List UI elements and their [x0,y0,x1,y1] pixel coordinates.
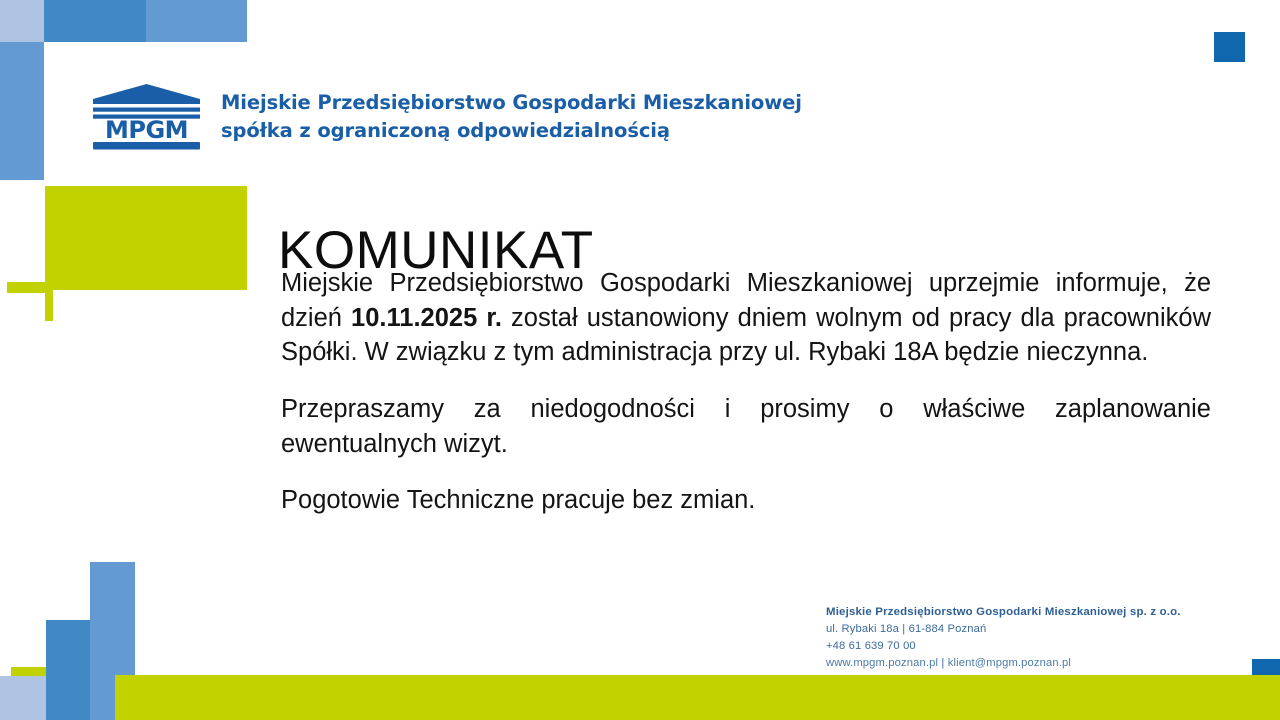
deco-top-right-square [1214,32,1245,62]
deco-green-block [45,186,247,290]
deco-left-blue-column [0,42,44,180]
announcement-paragraph-3: Pogotowie Techniczne pracuje bez zmian. [281,486,756,515]
paragraph-1-text-after-date: został ustanowiony dniem wolnym od pracy dla pracowników Spółki. W związku z tym administracja przy ul. Rybaki 18A będzie nieczynna. [281,303,1211,367]
deco-bottom-right-square [1252,659,1280,675]
logo-name-line-2: spółka z ograniczoną odpowiedzialnością [221,119,670,142]
paragraph-1-text-before-date: Miejskie Przedsiębiorstwo Gospodarki Mieszkaniowej uprzejmie informuje, że dzień [281,269,1211,332]
footer-address: ul. Rybaki 18a | 61-884 Poznań [826,623,987,636]
announcement-body [281,266,1211,518]
footer-phone[interactable]: +48 61 639 70 00 [826,640,916,653]
announcement-paragraph-1 [281,266,1211,370]
svg-text:MPGM: MPGM [104,116,189,144]
footer-link-separator: | [938,657,948,670]
deco-top-left-pale-square [0,0,44,42]
page-title: KOMUNIKAT [278,220,594,280]
logo-name-line-1: Miejskie Przedsiębiorstwo Gospodarki Mieszkaniowej [221,91,802,115]
deco-top-left-light-square [146,0,247,42]
company-logo-name [221,89,802,144]
deco-bottom-green-band [115,675,1280,720]
mpgm-building-icon [90,82,203,152]
deco-bottom-blue-bar [46,620,90,720]
deco-green-stub [45,290,53,321]
deco-green-side-bar [7,282,47,293]
footer-contact-block [826,604,1181,672]
announcement-paragraph-2: Przepraszamy za niedogodności i prosimy o właściwe zaplanowanie ewentualnych wizyt. [281,395,1211,458]
footer-website-link[interactable]: www.mpgm.poznan.pl [826,657,939,670]
company-logo [90,82,802,152]
footer-email-link[interactable]: klient@mpgm.poznan.pl [947,657,1072,670]
deco-top-left-blue-square [44,0,146,42]
footer-company-name: Miejskie Przedsiębiorstwo Gospodarki Mieszkaniowej sp. z o.o. [826,606,1181,618]
announcement-date: 10.11.2025 r. [351,303,502,332]
footer-links [826,655,1181,672]
